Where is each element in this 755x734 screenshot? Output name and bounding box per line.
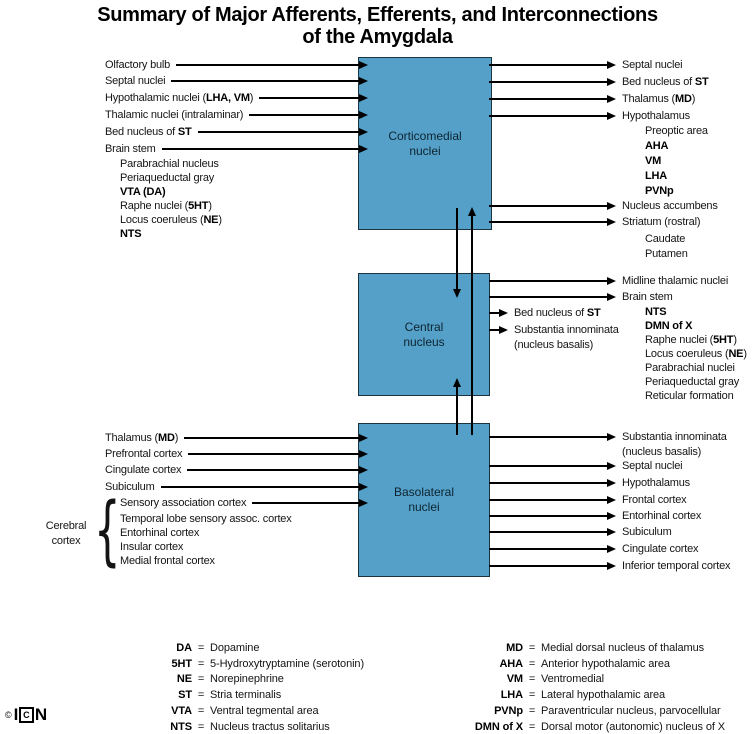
legend-definition: Paraventricular nucleus, parvocellular — [541, 705, 721, 718]
efferent-label — [622, 110, 690, 122]
arrow-basolateral-to-central — [453, 378, 461, 435]
sub-item — [120, 227, 141, 241]
legend-definition: Norepinephrine — [210, 673, 284, 686]
label-text: (nucleus basalis) — [622, 446, 702, 458]
legend-definition: Ventromedial — [541, 673, 605, 686]
efferent-row — [489, 542, 698, 556]
legend-abbr: VM — [506, 673, 523, 686]
label-text: ) — [218, 214, 222, 226]
label-text: Striatum (rostral) — [622, 216, 701, 228]
arrow-line — [489, 115, 607, 117]
legend-abbr: NE — [176, 673, 192, 686]
diagram-title-line1: Summary of Major Afferents, Efferents, and Interconnections — [97, 4, 658, 26]
label-text: Entorhinal cortex — [622, 510, 702, 522]
sub-item — [645, 169, 667, 183]
legend-abbr: PVNp — [494, 705, 523, 718]
arrowhead-right-icon — [607, 61, 616, 69]
afferent-label — [105, 59, 170, 71]
afferent-row — [105, 142, 368, 156]
label-text: Subiculum — [105, 481, 155, 493]
efferent-row — [489, 509, 701, 523]
arrowhead-right-icon — [499, 326, 508, 334]
legend-abbr: 5HT — [171, 657, 192, 670]
label-text: Thalamic nuclei (intralaminar) — [105, 109, 244, 121]
label-text: Periaqueductal gray — [120, 172, 215, 184]
arrow-line — [198, 131, 360, 133]
label-bold: 5HT — [713, 334, 734, 346]
arrowhead-right-icon — [359, 483, 368, 491]
label-text: Septal nuclei — [622, 59, 683, 71]
efferent-label — [622, 526, 672, 538]
arrowhead-right-icon — [607, 95, 616, 103]
legend-abbr: VTA — [171, 705, 192, 718]
equals-sign: = — [528, 673, 536, 686]
arrow-line — [161, 486, 359, 488]
copyright-symbol: © — [5, 710, 12, 720]
box-label-line: nuclei — [409, 143, 441, 158]
legend-row — [428, 656, 725, 672]
arrow-line — [489, 312, 499, 314]
legend-row — [130, 719, 364, 734]
legend-row — [428, 687, 725, 703]
efferent-label — [622, 430, 727, 460]
sub-item — [645, 184, 674, 198]
label-bold: LHA — [645, 170, 668, 182]
sub-item — [645, 232, 685, 246]
arrowhead-right-icon — [359, 128, 368, 136]
arrow-line — [489, 64, 607, 66]
legend-row — [428, 672, 725, 688]
diagram-title — [0, 4, 755, 48]
label-text: Subiculum — [622, 526, 672, 538]
label-text: Midline thalamic nuclei — [622, 275, 729, 287]
legend-definition: 5-Hydroxytryptamine (serotonin) — [210, 657, 365, 670]
label-text: Nucleus accumbens — [622, 200, 718, 212]
arrow-line — [489, 548, 607, 550]
legend-abbr: LHA — [500, 689, 523, 702]
legend-row — [130, 687, 364, 703]
label-text: Brain stem — [622, 291, 673, 303]
equals-sign: = — [528, 720, 536, 733]
efferent-label — [622, 291, 673, 303]
equals-sign: = — [528, 641, 536, 654]
label-bold: DMN of X — [645, 320, 693, 332]
label-text: Substantia innominata — [622, 431, 727, 443]
arrow-corticomedial-to-central — [453, 208, 461, 298]
arrow-line — [489, 531, 607, 533]
sub-item — [645, 247, 688, 261]
label-text: Thalamus ( — [105, 432, 159, 444]
label-text: Periaqueductal gray — [645, 376, 740, 388]
equals-sign: = — [528, 689, 536, 702]
logo-letter: I — [13, 705, 18, 724]
arrow-line — [249, 114, 359, 116]
label-text: Reticular formation — [645, 390, 734, 402]
efferent-label — [622, 510, 701, 522]
arrowhead-right-icon — [359, 145, 368, 153]
arrowhead-right-icon — [607, 545, 616, 553]
arrow-line — [489, 499, 607, 501]
arrow-line — [188, 453, 359, 455]
afferent-row — [105, 91, 368, 105]
sub-item — [120, 526, 199, 540]
legend-row — [130, 672, 364, 688]
afferent-row — [105, 58, 368, 72]
box-label-line: Central — [404, 319, 444, 334]
sub-item — [645, 389, 734, 403]
efferent-label — [514, 323, 619, 353]
efferent-row — [489, 476, 690, 490]
label-text: Parabrachial nucleus — [120, 158, 219, 170]
arrowhead-right-icon — [359, 499, 368, 507]
label-bold: MD — [675, 93, 692, 105]
afferent-row — [105, 480, 368, 494]
label-text: ) — [174, 432, 179, 444]
arrowhead-right-icon — [607, 433, 616, 441]
arrow-line — [489, 81, 607, 83]
arrowhead-right-icon — [607, 202, 616, 210]
arrowhead-right-icon — [607, 78, 616, 86]
box-label-line: nuclei — [408, 500, 440, 514]
equals-sign: = — [528, 657, 536, 670]
arrow-line — [471, 216, 473, 435]
label-text: Frontal cortex — [622, 494, 687, 506]
legend-abbr: MD — [506, 641, 523, 654]
afferent-row — [105, 447, 368, 461]
efferent-row — [489, 430, 727, 460]
legend-definition: Nucleus tractus solitarius — [210, 720, 330, 733]
logo-boxed-letter: C — [19, 707, 34, 723]
legend-definition: Anterior hypothalamic area — [541, 657, 670, 670]
label-text: Bed nucleus of — [105, 126, 178, 138]
legend-abbr: ST — [178, 689, 192, 702]
arrowhead-right-icon — [359, 77, 368, 85]
box-label-line: Basolateral — [393, 485, 455, 499]
efferent-row — [489, 274, 728, 288]
label-bold: 5HT — [188, 200, 209, 212]
label-text: Septal nuclei — [622, 460, 683, 472]
label-bold: NTS — [645, 306, 667, 318]
efferent-row — [489, 92, 695, 106]
arrow-line — [489, 205, 607, 207]
label-text: ) — [733, 334, 737, 346]
label-bold: AHA — [645, 140, 669, 152]
efferent-row — [489, 199, 718, 213]
efferent-row — [489, 58, 682, 72]
label-bold: LHA, VM — [205, 92, 250, 104]
arrow-line — [176, 64, 359, 66]
label-bold: ST — [177, 126, 192, 138]
label-text: Medial frontal cortex — [120, 555, 215, 567]
label-text: Cerebral — [45, 520, 87, 532]
sub-item — [120, 512, 292, 526]
arrowhead-right-icon — [607, 277, 616, 285]
arrow-line — [489, 465, 607, 467]
afferent-row — [105, 74, 368, 88]
afferent-row — [105, 431, 368, 445]
equals-sign: = — [197, 641, 205, 654]
label-text: Bed nucleus of — [514, 307, 587, 319]
label-text: Locus coeruleus ( — [645, 348, 729, 360]
legend-definition: Dorsal motor (autonomic) nucleus of X — [541, 720, 725, 733]
afferent-row — [105, 125, 368, 139]
label-text: Septal nuclei — [105, 75, 166, 87]
arrow-line — [489, 280, 607, 282]
legend-abbr: NTS — [170, 720, 192, 733]
efferent-row — [489, 75, 709, 89]
label-text: Locus coeruleus ( — [120, 214, 204, 226]
afferent-label — [105, 481, 155, 493]
diagram-title-line2: of the Amygdala — [302, 26, 453, 48]
afferent-label — [120, 497, 246, 509]
legend-definition: Stria terminalis — [210, 689, 282, 702]
arrowhead-right-icon — [607, 512, 616, 520]
arrowhead-right-icon — [359, 111, 368, 119]
equals-sign: = — [197, 689, 205, 702]
legend-row — [130, 656, 364, 672]
efferent-label — [622, 460, 682, 472]
arrowhead-right-icon — [607, 528, 616, 536]
arrow-line — [184, 437, 359, 439]
arrowhead-right-icon — [359, 434, 368, 442]
basolateral-nuclei-box — [358, 423, 490, 577]
label-text: ) — [691, 93, 696, 105]
label-bold: PVNp — [645, 185, 674, 197]
arrowhead-down-icon — [453, 289, 461, 298]
arrow-line — [489, 565, 607, 567]
arrowhead-up-icon — [468, 207, 476, 216]
efferent-row — [489, 559, 730, 573]
arrowhead-right-icon — [499, 309, 508, 317]
afferent-label — [105, 109, 243, 121]
equals-sign: = — [197, 720, 205, 733]
corticomedial-box-label — [388, 129, 461, 159]
afferent-label — [105, 432, 178, 444]
legend-definition: Ventral tegmental area — [210, 705, 319, 718]
label-text: Parabrachial nuclei — [645, 362, 735, 374]
efferent-row — [489, 306, 601, 320]
arrow-line — [187, 469, 359, 471]
arrow-basolateral-to-corticomedial — [468, 207, 476, 435]
arrowhead-right-icon — [607, 218, 616, 226]
sub-item — [645, 375, 739, 389]
label-bold: ST — [694, 76, 709, 88]
label-text: Hypothalamus — [622, 477, 690, 489]
arrowhead-right-icon — [359, 466, 368, 474]
efferent-row — [489, 109, 690, 123]
basolateral-box-label — [394, 485, 454, 515]
legend-right-column — [428, 640, 725, 734]
afferent-label — [105, 464, 181, 476]
arrow-line — [171, 80, 359, 82]
afferent-label — [105, 143, 156, 155]
label-bold: NTS — [120, 228, 142, 240]
sub-item — [645, 124, 708, 138]
efferent-row — [489, 493, 686, 507]
efferent-row — [489, 323, 619, 353]
label-text: Hypothalamic nuclei ( — [105, 92, 206, 104]
arrow-line — [489, 98, 607, 100]
label-text: Preoptic area — [645, 125, 708, 137]
arrowhead-right-icon — [359, 450, 368, 458]
legend-abbr: DMN of X — [474, 720, 523, 733]
label-bold: VM — [645, 155, 662, 167]
arrowhead-right-icon — [607, 496, 616, 504]
efferent-row — [489, 215, 700, 229]
efferent-label — [622, 200, 718, 212]
sub-item — [120, 157, 219, 171]
afferent-label — [105, 448, 182, 460]
afferent-row — [105, 108, 368, 122]
arrow-line — [162, 148, 359, 150]
efferent-label — [622, 216, 700, 228]
efferent-label — [622, 494, 686, 506]
efferent-label — [622, 93, 695, 105]
sub-item — [645, 361, 735, 375]
legend-row — [428, 719, 725, 734]
logo-letter: N — [34, 705, 47, 724]
label-bold: MD — [158, 432, 175, 444]
legend-row — [130, 703, 364, 719]
legend-definition: Lateral hypothalamic area — [541, 689, 666, 702]
arrow-line — [259, 97, 359, 99]
arrow-line — [489, 482, 607, 484]
efferent-label — [622, 560, 730, 572]
label-bold: ST — [586, 307, 601, 319]
arrow-line — [489, 329, 499, 331]
efferent-label — [622, 59, 682, 71]
sub-item — [645, 333, 737, 347]
curly-brace: { — [94, 485, 121, 574]
sub-item — [120, 540, 183, 554]
legend-abbr: AHA — [499, 657, 523, 670]
efferent-label — [514, 307, 601, 319]
arrowhead-right-icon — [607, 112, 616, 120]
label-text: Putamen — [645, 248, 688, 260]
legend-left-column — [130, 640, 364, 734]
sub-item — [120, 171, 214, 185]
label-text: ) — [249, 92, 254, 104]
arrowhead-right-icon — [359, 61, 368, 69]
sub-item — [645, 154, 661, 168]
arrow-line — [456, 387, 458, 435]
legend-row — [130, 640, 364, 656]
arrow — [489, 323, 508, 337]
sub-item — [120, 213, 222, 227]
equals-sign: = — [197, 673, 205, 686]
arrow-line — [489, 515, 607, 517]
sub-item — [120, 199, 212, 213]
arrow-line — [252, 502, 359, 504]
arrowhead-right-icon — [607, 562, 616, 570]
label-text: Hypothalamus — [622, 110, 690, 122]
efferent-row — [489, 290, 673, 304]
arrowhead-right-icon — [607, 462, 616, 470]
label-text: Cingulate cortex — [622, 543, 699, 555]
equals-sign: = — [528, 705, 536, 718]
box-label-line: Corticomedial — [388, 128, 462, 143]
label-text: Entorhinal cortex — [120, 527, 200, 539]
label-text: ) — [743, 348, 747, 360]
arrowhead-right-icon — [607, 293, 616, 301]
arrow-line — [489, 221, 607, 223]
corticomedial-nuclei-box — [358, 57, 492, 230]
efferent-label — [622, 275, 728, 287]
label-text: Olfactory bulb — [105, 59, 171, 71]
sub-item — [120, 554, 215, 568]
sub-item — [645, 319, 692, 333]
icon-logo — [5, 706, 47, 724]
label-text: Brain stem — [105, 143, 156, 155]
sub-item — [120, 185, 165, 199]
legend-definition: Dopamine — [210, 641, 260, 654]
efferent-label — [622, 543, 698, 555]
central-box-label — [403, 320, 444, 350]
label-text: Thalamus ( — [622, 93, 676, 105]
afferent-label — [105, 75, 165, 87]
arrowhead-right-icon — [607, 479, 616, 487]
arrow-line — [456, 208, 458, 289]
efferent-label — [622, 76, 709, 88]
afferent-label — [105, 126, 192, 138]
arrowhead-right-icon — [359, 94, 368, 102]
sub-item — [645, 305, 666, 319]
label-text: Prefrontal cortex — [105, 448, 183, 460]
box-label-line: nucleus — [403, 334, 445, 349]
sub-item — [645, 139, 668, 153]
label-text: Substantia innominata — [514, 324, 619, 336]
legend-row — [428, 703, 725, 719]
label-text: Caudate — [645, 233, 686, 245]
label-text: Bed nucleus of — [622, 76, 695, 88]
arrow-line — [489, 436, 607, 438]
label-bold: NE — [203, 214, 219, 226]
arrow-line — [489, 296, 607, 298]
efferent-row — [489, 459, 682, 473]
legend-abbr: DA — [176, 641, 192, 654]
afferent-row — [120, 496, 368, 510]
cerebral-cortex-group-label — [36, 519, 96, 549]
label-text: Sensory association cortex — [120, 497, 247, 509]
equals-sign: = — [197, 657, 205, 670]
label-text: Temporal lobe sensory assoc. cortex — [120, 513, 292, 525]
legend-definition: Medial dorsal nucleus of thalamus — [541, 641, 705, 654]
label-bold: VTA (DA) — [120, 186, 166, 198]
label-text: Raphe nuclei ( — [645, 334, 714, 346]
label-text: Cingulate cortex — [105, 464, 182, 476]
afferent-label — [105, 92, 253, 104]
equals-sign: = — [197, 705, 205, 718]
afferent-row — [105, 463, 368, 477]
sub-item — [645, 347, 747, 361]
label-text: Inferior temporal cortex — [622, 560, 731, 572]
label-text: Insular cortex — [120, 541, 184, 553]
label-text: (nucleus basalis) — [514, 339, 594, 351]
efferent-row — [489, 525, 672, 539]
label-text: cortex — [51, 535, 81, 547]
label-text: ) — [208, 200, 212, 212]
label-bold: NE — [728, 348, 744, 360]
label-text: Raphe nuclei ( — [120, 200, 189, 212]
arrow — [489, 430, 616, 444]
legend-row — [428, 640, 725, 656]
efferent-label — [622, 477, 690, 489]
arrowhead-up-icon — [453, 378, 461, 387]
